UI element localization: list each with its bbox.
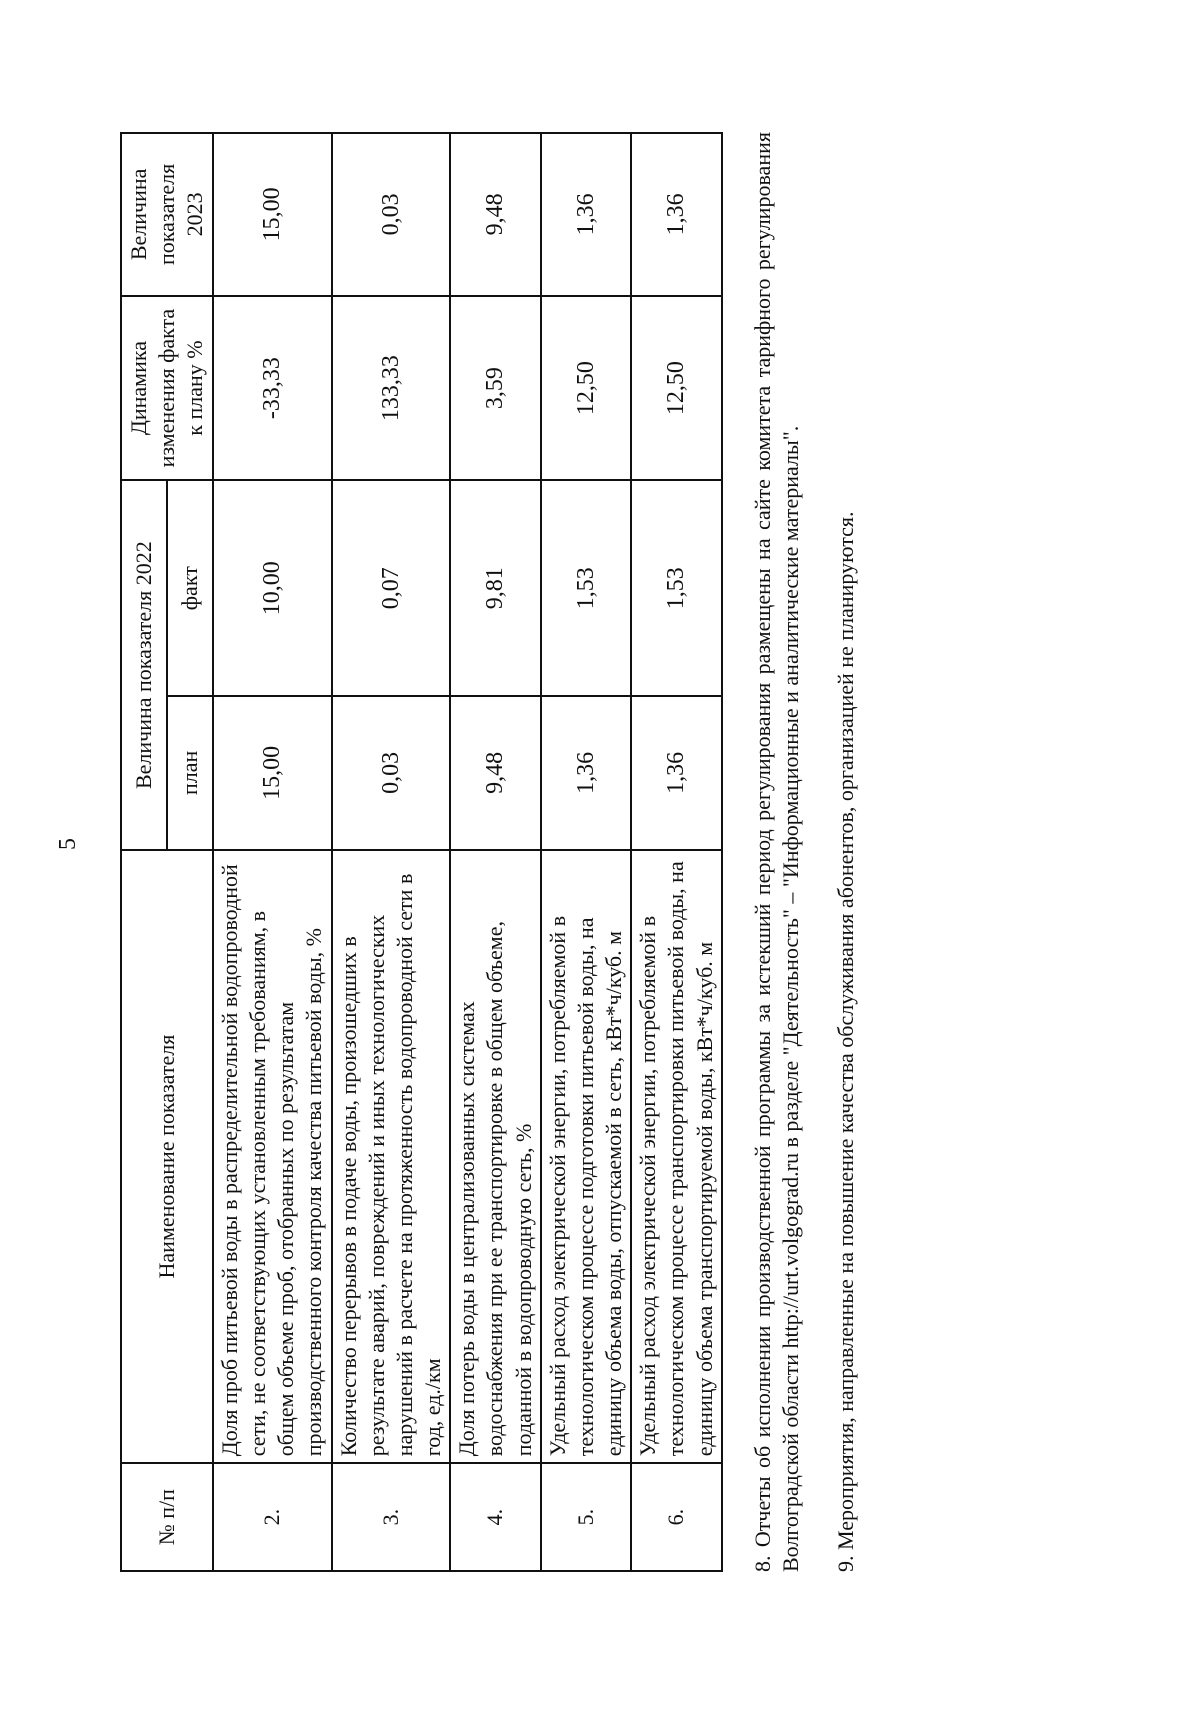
row-name: Доля потерь воды в централизованных системах водоснабжения при ее транспортировке в общем объеме, поданной в водопроводную сеть, %: [450, 850, 540, 1463]
row-name: Доля проб питьевой воды в распределительной водопроводной сети, не соответствующих установленным требованиям, в общем объеме проб, отобранных по результатам производственного контроля качества питьевой воды, %: [213, 850, 332, 1463]
table-row: [450, 133, 540, 1571]
table-row: [631, 133, 721, 1571]
row-plan: 15,00: [213, 696, 332, 850]
row-num: 3.: [332, 1463, 451, 1571]
header-value-2022: Величина показателя 2022: [121, 480, 167, 849]
page-number: 5: [55, 838, 81, 850]
row-value-2023: 1,36: [631, 133, 721, 296]
row-fact: 1,53: [541, 480, 631, 695]
notes: [749, 132, 861, 1572]
header-plan: план: [167, 696, 213, 850]
row-num: 6.: [631, 1463, 721, 1571]
header-fact: факт: [167, 480, 213, 695]
row-num: 5.: [541, 1463, 631, 1571]
row-dynamics: -33,33: [213, 296, 332, 481]
table-row: [332, 133, 451, 1571]
row-fact: 9,81: [450, 480, 540, 695]
row-fact: 0,07: [332, 480, 451, 695]
row-value-2023: 9,48: [450, 133, 540, 296]
row-num: 2.: [213, 1463, 332, 1571]
row-plan: 9,48: [450, 696, 540, 850]
row-plan: 0,03: [332, 696, 451, 850]
table-row: [541, 133, 631, 1571]
row-dynamics: 12,50: [631, 296, 721, 481]
indicators-table: [120, 132, 723, 1572]
row-value-2023: 15,00: [213, 133, 332, 296]
row-dynamics: 12,50: [541, 296, 631, 481]
row-plan: 1,36: [541, 696, 631, 850]
header-name: Наименование показателя: [121, 850, 213, 1463]
table-row: [213, 133, 332, 1571]
row-value-2023: 1,36: [541, 133, 631, 296]
paragraph-8: 8. Отчеты об исполнении производственной программы за истекший период регулирования размещены на сайте комитета тарифного регулирования Волгоградской области http://urt.volgograd.ru в разделе "Деятельность" – "Информационные и аналитические материалы".: [749, 132, 804, 1572]
header-dynamics: Динамика изменения факта к плану %: [121, 296, 213, 481]
row-value-2023: 0,03: [332, 133, 451, 296]
row-fact: 10,00: [213, 480, 332, 695]
row-dynamics: 3,59: [450, 296, 540, 481]
rotated-content: [120, 132, 1080, 1572]
row-name: Удельный расход электрической энергии, потребляемой в технологическом процессе подготовки питьевой воды, на единицу объема воды, отпускаемой в сеть, кВт*ч/куб. м: [541, 850, 631, 1463]
row-name: Количество перерывов в подаче воды, произошедших в результате аварий, повреждений и иных технологических нарушений в расчете на протяженность водопроводной сети в год, ед./км: [332, 850, 451, 1463]
row-name: Удельный расход электрической энергии, потребляемой в технологическом процессе транспортировки питьевой воды, на единицу объема транспортируемой воды, кВт*ч/куб. м: [631, 850, 721, 1463]
row-plan: 1,36: [631, 696, 721, 850]
header-num: № п/п: [121, 1463, 213, 1571]
paragraph-9: 9. Мероприятия, направленные на повышение качества обслуживания абонентов, организацией не планируются.: [832, 511, 858, 1572]
header-value-2023: Величина показателя 2023: [121, 133, 213, 296]
row-num: 4.: [450, 1463, 540, 1571]
row-dynamics: 133,33: [332, 296, 451, 481]
row-fact: 1,53: [631, 480, 721, 695]
